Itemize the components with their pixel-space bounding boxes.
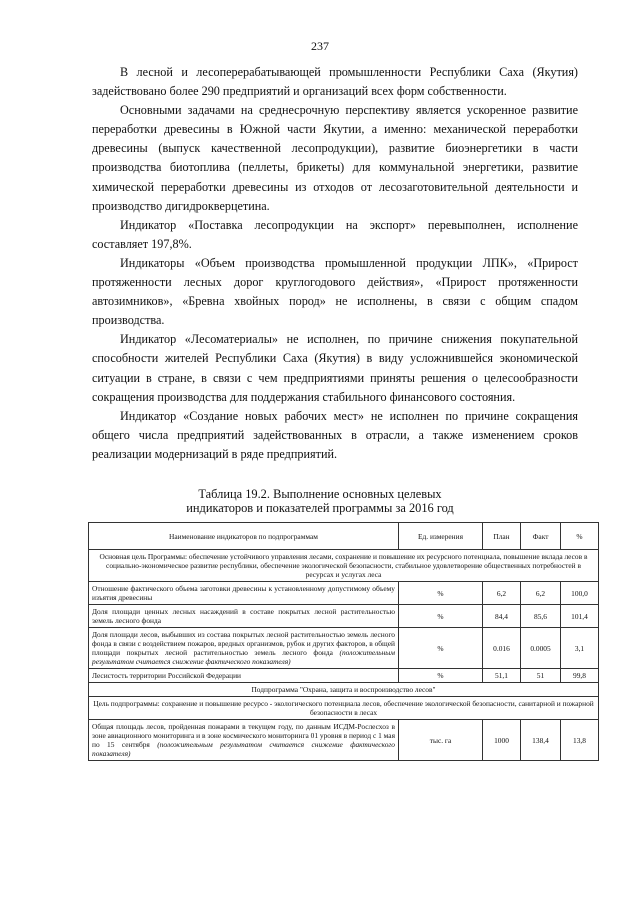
paragraph: Индикаторы «Объем производства промышленной продукции ЛПК», «Прирост протяженности лесных дорог круглогодового действия», «Прирост протяженности автозимников», «Бревна хвойных пород» не исполнены, в связи с общим спадом производства. [92, 255, 578, 328]
cell-unit: % [399, 582, 483, 605]
table-caption [0, 487, 640, 515]
table-row [89, 628, 599, 669]
paragraph: Индикатор «Поставка лесопродукции на экспорт» перевыполнен, исполнение составляет 197,8%. [92, 217, 578, 251]
indicator-name-cell [89, 628, 399, 669]
table-row [89, 582, 599, 605]
paragraph: Индикатор «Создание новых рабочих мест» не исполнен по причине сокращения общего числа предприятий задействованных в отрасли, а также изменением сроков реализации модернизаций в ряде предприятий. [92, 408, 578, 461]
table-caption-line1: Таблица 19.2. Выполнение основных целевых [198, 487, 442, 501]
table-caption-line2: индикаторов и показателей программы за 2016 год [186, 501, 454, 515]
subprogram-goal-row [89, 697, 599, 720]
indicator-name: Отношение фактического объема заготовки древесины к установленному допустимому объему изъятия древесины [92, 584, 395, 602]
subprogram-goal-cell: Цель подпрограммы: сохранение и повышение ресурсо - экологического потенциала лесов, обеспечение экологической безопасности, санитарной и пожарной безопасности в лесах [89, 697, 599, 720]
cell-fact: 85,6 [521, 605, 561, 628]
cell-plan: 84,4 [483, 605, 521, 628]
table-row [89, 720, 599, 761]
indicator-note: (положительным результатом считается снижение фактического показателя) [92, 740, 395, 758]
cell-percent: 101,4 [561, 605, 599, 628]
main-goal-row [89, 550, 599, 582]
subprogram-title-cell: Подпрограмма "Охрана, защита и воспроизводство лесов" [89, 683, 599, 697]
cell-unit: % [399, 669, 483, 683]
indicator-name-cell [89, 720, 399, 761]
cell-fact: 6,2 [521, 582, 561, 605]
indicator-name-cell [89, 669, 399, 683]
cell-fact: 0.0005 [521, 628, 561, 669]
indicator-name-cell [89, 582, 399, 605]
cell-fact: 51 [521, 669, 561, 683]
main-goal-cell: Основная цель Программы: обеспечение устойчивого управления лесами, сохранение и повышение их ресурсного потенциала, повышение вклада лесов в социально-экономическое развитие республики, обеспечение экологической безопасности, стабильное удовлетворение общественных потребностей в ресурсах и услугах леса [89, 550, 599, 582]
cell-plan: 1000 [483, 720, 521, 761]
header-percent: % [561, 523, 599, 550]
header-fact: Факт [521, 523, 561, 550]
paragraph: Основными задачами на среднесрочную перспективу является ускоренное развитие переработки древесины в Южной части Якутии, а именно: механической переработки древесины (выпуск качественной лесопродукции), развитие биоэнергетики в части производства биотоплива (пеллеты, брикеты) для коммунальной энергетики, развитие химической переработки древесины из отходов от лесозаготовительной деятельности и производство дигидрокверцетина. [92, 103, 578, 213]
header-name: Наименование индикаторов по подпрограммам [89, 523, 399, 550]
indicator-note: (положительным результатом считается снижение фактического показателя) [92, 648, 395, 666]
indicator-name: Лесистость территории Российской Федерации [92, 671, 241, 680]
table-row [89, 605, 599, 628]
paragraph: В лесной и лесоперерабатывающей промышленности Республики Саха (Якутия) задействовано более 290 предприятий и организаций всех форм собственности. [92, 65, 578, 99]
page-number: 237 [311, 39, 329, 53]
cell-unit: % [399, 605, 483, 628]
header-unit: Ед. измерения [399, 523, 483, 550]
cell-percent: 3,1 [561, 628, 599, 669]
subprogram-title-row [89, 683, 599, 697]
indicator-name-cell [89, 605, 399, 628]
paragraph: Индикатор «Лесоматериалы» не исполнен, по причине снижения покупательной способности жителей Республики Саха (Якутия) в виду усложнившейся экономической ситуации в стране, в связи с чем предприятиями приняты решения о целесообразности сокращения производства для поддержания стабильного финансового состояния. [92, 332, 578, 404]
cell-percent: 13,8 [561, 720, 599, 761]
cell-percent: 100,0 [561, 582, 599, 605]
cell-fact: 138,4 [521, 720, 561, 761]
body-text [92, 63, 578, 464]
indicators-table [88, 522, 599, 761]
cell-unit: тыс. га [399, 720, 483, 761]
cell-percent: 99,8 [561, 669, 599, 683]
cell-unit: % [399, 628, 483, 669]
indicator-name: Общая площадь лесов, пройденная пожарами в текущем году, по данным ИСДМ-Рослесхоз в зоне авиационного мониторинга и в зоне космического мониторинга 01 уровня в период с 1 мая по 15 сентября [92, 722, 395, 749]
cell-plan: 6,2 [483, 582, 521, 605]
cell-plan: 0.016 [483, 628, 521, 669]
header-plan: План [483, 523, 521, 550]
cell-plan: 51,1 [483, 669, 521, 683]
indicator-name: Доля площади ценных лесных насаждений в составе покрытых лесной растительностью земель лесного фонда [92, 607, 395, 625]
table-header-row [89, 523, 599, 550]
indicator-name: Доля площади лесов, выбывших из состава покрытых лесной растительностью земель лесного фонда в связи с воздействием пожаров, вредных организмов, рубок и других факторов, в общей площади покрытых лесной растительностью земель лесного фонда [92, 630, 395, 657]
table-row [89, 669, 599, 683]
